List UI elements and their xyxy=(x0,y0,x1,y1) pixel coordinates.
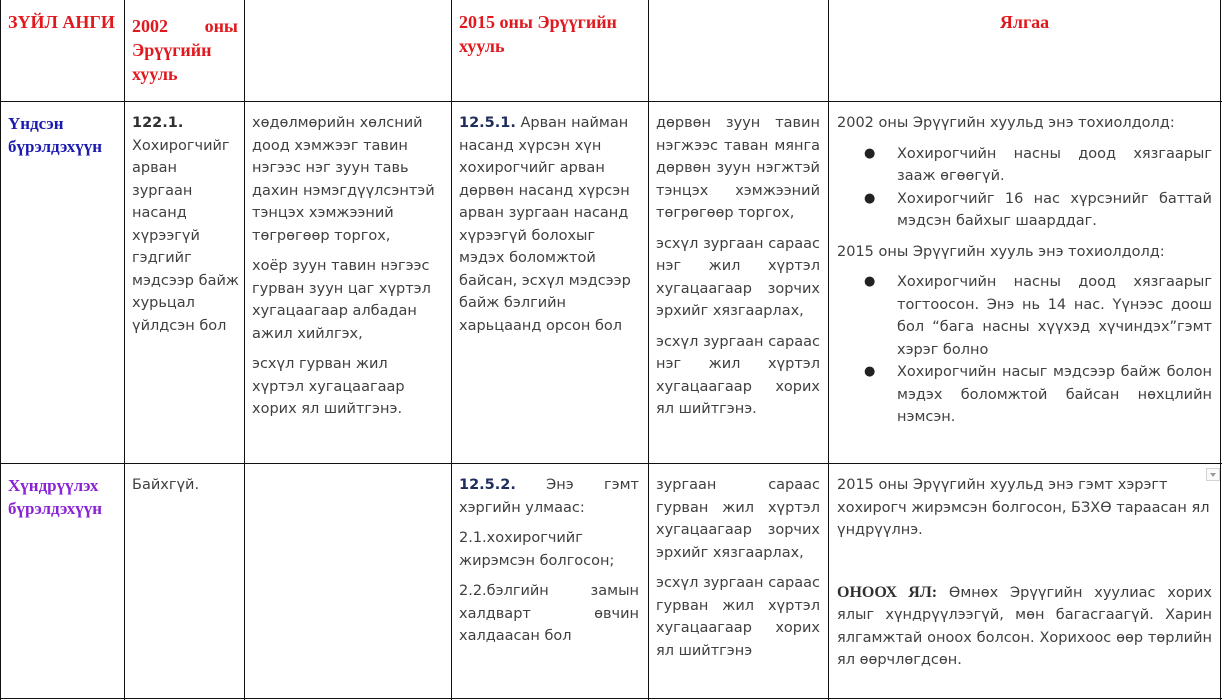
table-border xyxy=(0,698,1222,699)
penalty-clause: хоёр зуун тавин нэгээс гурван зуун цаг хүртэл хугацаагаар албадан ажил хийлгэх, xyxy=(252,258,431,342)
list-item xyxy=(864,143,1212,188)
article-number: 12.5.1. xyxy=(459,115,516,131)
penalty-text: Өмнөх Эрүүгийн хуулиас хорих ялыг хүндрүүлээгүй, мөн багасгаагүй. Харин ялгамжтай оноох болсон. Хорихоос өөр төрлийн ял өөрчлөгдсөн. xyxy=(837,584,1212,668)
list-item xyxy=(864,361,1212,429)
penalty-label: ОНООХ ЯЛ: xyxy=(837,583,938,601)
column-divider xyxy=(124,0,125,700)
column-divider xyxy=(451,0,452,700)
article-text: Энэ гэмт хэргийн улмаас: xyxy=(459,477,639,516)
penalty-2002-basic xyxy=(252,112,444,429)
law-2002-basic xyxy=(132,112,240,337)
article-heading xyxy=(459,474,639,519)
difference-aggravating xyxy=(837,474,1212,680)
article-item: 2.2.бэлгийн замын халдварт өвчин халдаасан бол xyxy=(459,583,639,644)
law-2002-aggravating: Байхгүй. xyxy=(132,477,200,493)
row-label-aggravating xyxy=(8,474,122,520)
header-law-2002: 2002 оны Эрүүгийн хууль xyxy=(132,16,238,84)
list-item-text: Хохирогчийн насны доод хязгаарыг тогтоосон. Энэ нь 14 нас. Үүнээс доош бол “бага насны хүүхэд хүчиндэх”гэмт хэрэг болно xyxy=(897,274,1212,358)
header-law-2015: 2015 оны Эрүүгийн хууль xyxy=(459,12,617,56)
article-number: 12.5.2. xyxy=(459,477,516,493)
bullet-icon: ● xyxy=(864,145,876,161)
article-text: Арван найман насанд хүрсэн хүн хохирогчийг арван дөрвөн насанд хүрсэн арван зургаан насанд хүрээгүй болохыг мэдэх боломжтой байсан, эсхүл мэдсээр байж бэлгийн харьцаанд орсон бол xyxy=(459,115,631,334)
penalty-clause: эсхүл гурван жил хүртэл хугацаагаар хорих ял шийтгэнэ. xyxy=(252,356,405,417)
law-2015-aggravating xyxy=(459,474,639,656)
table-border xyxy=(1220,0,1221,700)
list-item-text: Хохирогчийн насны доод хязгаарыг зааж өгөөгүй. xyxy=(897,145,1212,184)
difference-basic xyxy=(837,112,1212,437)
article-text: Хохирогчийг арван зургаан насанд хүрээгүй гэдгийг мэдсээр байж хурьцал үйлдсэн бол xyxy=(132,137,239,334)
penalty-2015-aggravating xyxy=(656,474,820,670)
law-2015-basic xyxy=(459,112,644,337)
list-item xyxy=(864,188,1212,233)
column-divider xyxy=(648,0,649,700)
difference-penalty xyxy=(837,582,1212,672)
penalty-2015-basic xyxy=(656,112,820,429)
row-label-text: Үндсэн бүрэлдэхүүн xyxy=(8,114,103,156)
penalty-clause: эсхүл зургаан сараас нэг жил хүртэл хугацаагаар хорих ял шийтгэнэ. xyxy=(656,333,820,417)
row-divider xyxy=(0,101,1222,102)
difference-intro-2002: 2002 оны Эрүүгийн хуульд энэ тохиолдолд: xyxy=(837,115,1175,131)
row-divider xyxy=(0,463,1222,464)
list-item-text: Хохирогчийн насыг мэдсээр байж болон мэдэх боломжтой байсан нөхцлийн нэмсэн. xyxy=(897,364,1212,425)
row-label-basic xyxy=(8,112,122,158)
difference-intro-2015: 2015 оны Эрүүгийн хууль энэ тохиолдолд: xyxy=(837,243,1165,260)
difference-list-2015 xyxy=(837,271,1212,429)
header-difference: Ялгаа xyxy=(999,12,1050,32)
column-divider xyxy=(828,0,829,700)
penalty-clause: эсхүл зургаан сараас нэг жил хүртэл хугацаагаар зорчих эрхийг хязгаарлах, xyxy=(656,235,820,319)
penalty-clause: зургаан сараас гурван жил хүртэл хугацаагаар зорчих эрхийг хязгаарлах, xyxy=(656,477,820,561)
dropdown-arrow-icon[interactable] xyxy=(1206,468,1220,481)
bullet-icon: ● xyxy=(864,190,876,206)
table-border xyxy=(0,0,1,700)
row-label-text: Хүндрүүлэх бүрэлдэхүүн xyxy=(8,476,103,518)
article-number: 122.1. xyxy=(132,115,184,131)
difference-list-2002 xyxy=(837,143,1212,233)
article-item: 2.1.хохирогчийг жирэмсэн болгосон; xyxy=(459,530,615,569)
difference-text: 2015 оны Эрүүгийн хуульд энэ гэмт хэрэгт хохирогч жирэмсэн болгосон, БЗХӨ тараасан ял үндрүүлнэ. xyxy=(837,477,1210,538)
header-category: ЗҮЙЛ АНГИ xyxy=(8,12,115,32)
list-item xyxy=(864,271,1212,361)
penalty-clause: дөрвөн зуун тавин нэгжээс таван мянга дөрвөн зуун нэгжтэй тэнцэх хэмжээний төгрөгөөр торгох, xyxy=(656,115,820,221)
penalty-clause: хөдөлмөрийн хөлсний доод хэмжээг тавин нэгээс нэг зуун тавь дахин нэмэгдүүлсэнтэй тэнцэх хэмжээний төгрөгөөр торгох, xyxy=(252,115,435,244)
column-divider xyxy=(244,0,245,700)
penalty-clause: эсхүл зургаан сараас гурван жил хүртэл хугацаагаар хорих ял шийтгэнэ xyxy=(656,575,820,659)
bullet-icon: ● xyxy=(864,364,876,379)
bullet-icon: ● xyxy=(864,274,876,289)
list-item-text: Хохирогчийг 16 нас хүрсэнийг баттай мэдсэн байхыг шаарддаг. xyxy=(897,190,1212,229)
